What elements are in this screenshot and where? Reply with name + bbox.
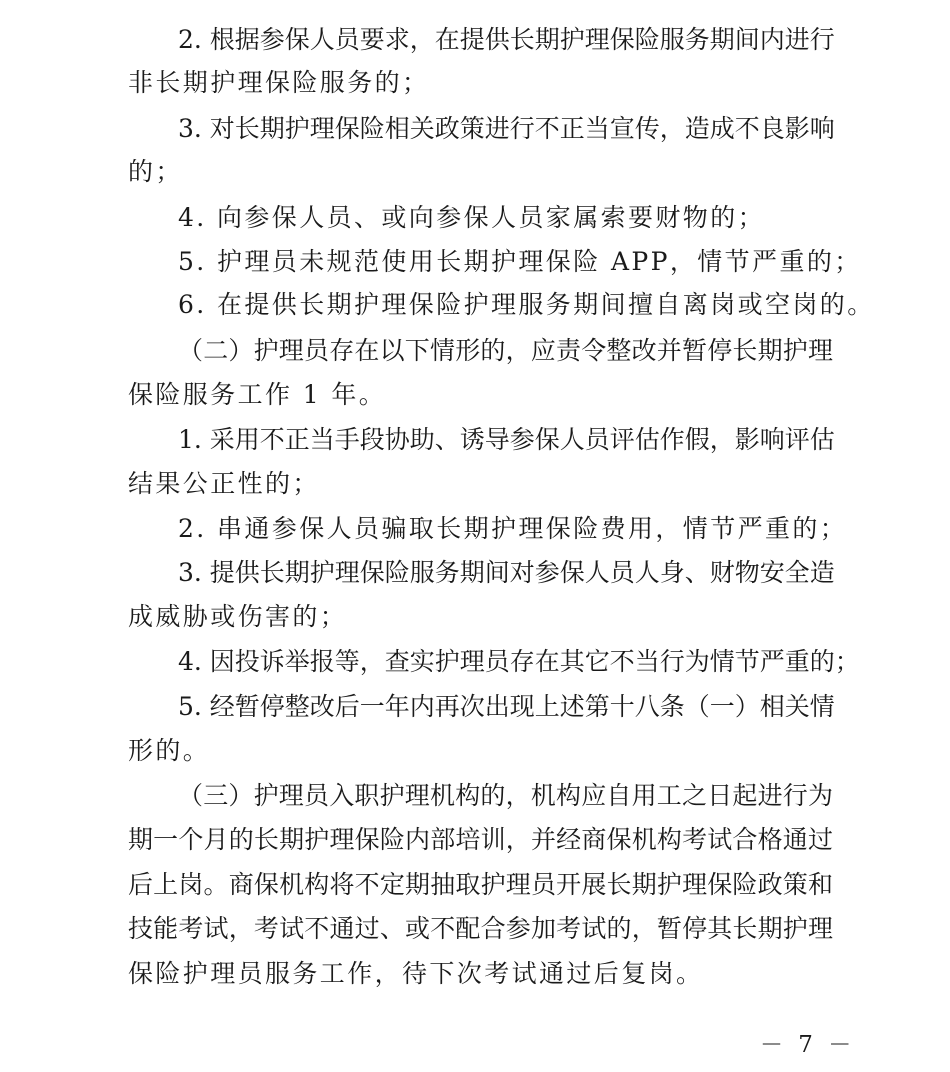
- text-line: 2. 根据参保人员要求，在提供长期护理保险服务期间内进行: [178, 25, 835, 54]
- text-line: 成威胁或伤害的；: [128, 602, 348, 631]
- text-line: 技能考试，考试不通过、或不配合参加考试的，暂停其长期护理: [128, 914, 833, 943]
- text-line: 结果公正性的；: [128, 469, 320, 498]
- text-line: 5. 护理员未规范使用长期护理保险 APP，情节严重的；: [178, 247, 862, 276]
- text-line: 3. 提供长期护理保险服务期间对参保人员人身、财物安全造: [178, 558, 835, 587]
- text-line: 非长期护理保险服务的；: [128, 68, 430, 97]
- text-line: 期一个月的长期护理保险内部培训，并经商保机构考试合格通过: [128, 825, 833, 854]
- page-number: － 7 －: [760, 1032, 856, 1058]
- text-line: 保险服务工作 1 年。: [128, 380, 387, 409]
- text-line: 后上岗。商保机构将不定期抽取护理员开展长期护理保险政策和: [128, 870, 833, 899]
- text-line: 的；: [128, 157, 183, 186]
- text-line: 2. 串通参保人员骗取长期护理保险费用，情节严重的；: [178, 514, 848, 543]
- text-line: 保险护理员服务工作，待下次考试通过后复岗。: [128, 959, 704, 988]
- text-line: 1. 采用不正当手段协助、诱导参保人员评估作假，影响评估: [178, 425, 835, 454]
- text-line: 4. 因投诉举报等，查实护理员存在其它不当行为情节严重的；: [178, 647, 860, 676]
- text-line: 4. 向参保人员、或向参保人员家属索要财物的；: [178, 203, 766, 232]
- text-line: 形的。: [128, 736, 211, 765]
- text-line: 6. 在提供长期护理保险护理服务期间擅自离岗或空岗的。: [178, 290, 875, 319]
- text-line: （三）护理员入职护理机构的，机构应自用工之日起进行为: [178, 781, 833, 810]
- text-line: （二）护理员存在以下情形的，应责令整改并暂停长期护理: [178, 336, 833, 365]
- text-line: 3. 对长期护理保险相关政策进行不正当宣传，造成不良影响: [178, 114, 835, 143]
- text-line: 5. 经暂停整改后一年内再次出现上述第十八条（一）相关情: [178, 692, 835, 721]
